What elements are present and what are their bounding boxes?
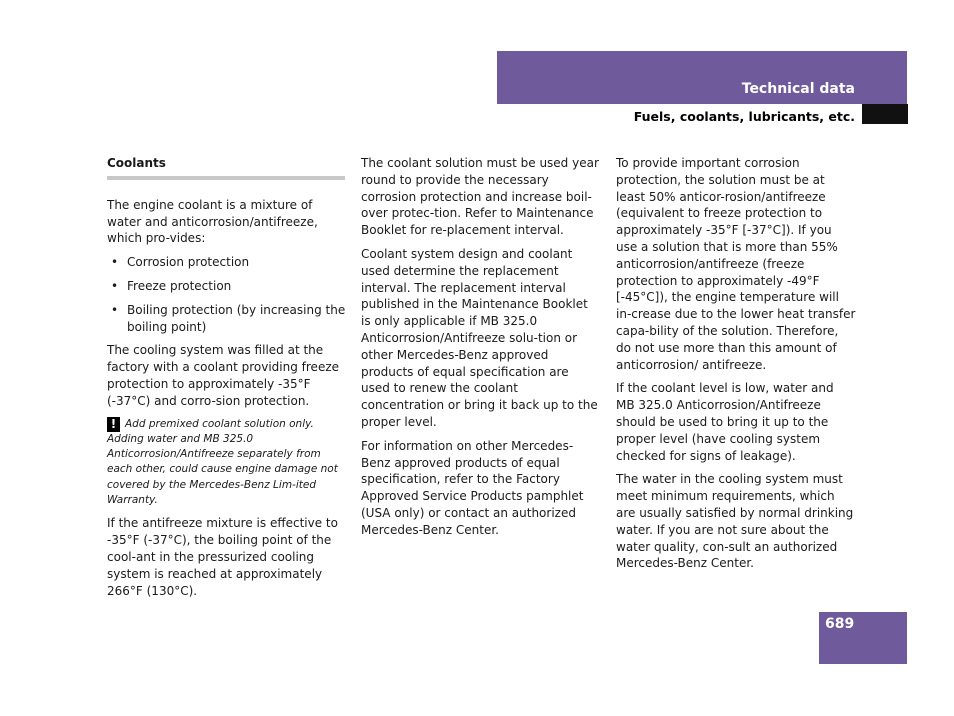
replacement-interval-paragraph: Coolant system design and coolant used determine the replacement interval. The replacement interval published in the Maintenance Booklet is only applicable if MB 325.0 Anticorrosion/Antifreeze solu-tion or other Mercedes-Benz approved products of equal specification are used to renew the coolant concentration or bring it back up to the proper level. bbox=[361, 246, 598, 429]
warning-note bbox=[107, 417, 347, 509]
section-heading-coolants: Coolants bbox=[107, 155, 345, 180]
column-1 bbox=[107, 155, 347, 606]
list-item: • Freeze protection bbox=[111, 278, 232, 293]
page-number-box bbox=[819, 612, 907, 664]
page-number: 689 bbox=[825, 616, 855, 632]
column-3 bbox=[616, 155, 856, 579]
section-tab-marker bbox=[862, 104, 908, 124]
coolant-intro-paragraph: The engine coolant is a mixture of water and anticorrosion/antifreeze, which pro-vides: bbox=[107, 197, 318, 246]
list-item: • Boiling protection (by increasing the boiling point) bbox=[111, 302, 346, 334]
protection-list bbox=[107, 254, 347, 335]
column-2 bbox=[361, 155, 601, 546]
list-item: • Corrosion protection bbox=[111, 255, 250, 270]
approved-products-paragraph: For information on other Mercedes-Benz approved products of equal specification, refer to the Factory Approved Service Products pamphlet (USA only) or contact an authorized Mercedes-Benz Center. bbox=[361, 438, 584, 537]
section-subtitle: Fuels, coolants, lubricants, etc. bbox=[633, 109, 855, 124]
warning-icon: ! bbox=[107, 417, 120, 432]
warning-text: Add premixed coolant solution only. Adding water and MB 325.0 Anticorrosion/Antifreeze separately from each other, could cause engine damage not covered by the Mercedes-Benz Lim-ited Warranty. bbox=[107, 417, 338, 507]
year-round-paragraph: The coolant solution must be used year round to provide the necessary corrosion protection and increase boil-over protec-tion. Refer to Maintenance Booklet for re-placement interval. bbox=[361, 156, 599, 238]
boiling-point-paragraph: If the antifreeze mixture is effective to -35°F (-37°C), the boiling point of the cool-ant in the pressurized cooling system is reached at approximately 266°F (130°C). bbox=[107, 516, 338, 598]
water-quality-paragraph: The water in the cooling system must meet minimum requirements, which are usually satisfied by normal drinking water. If you are not sure about the water quality, con-sult an authorized Mercedes-Benz Center. bbox=[616, 472, 854, 571]
factory-fill-paragraph: The cooling system was filled at the factory with a coolant providing freeze protection to approximately -35°F (-37°C) and corro-sion protection. bbox=[107, 343, 340, 408]
bullet-icon: • bbox=[111, 302, 119, 317]
low-level-paragraph: If the coolant level is low, water and MB 325.0 Anticorrosion/Antifreeze should be used to bring it up to the proper level (have cooling system checked for signs of leakage). bbox=[616, 381, 834, 463]
header-band bbox=[497, 51, 907, 104]
bullet-icon: • bbox=[111, 278, 119, 293]
page-title: Technical data bbox=[741, 81, 855, 97]
concentration-paragraph: To provide important corrosion protection, the solution must be at least 50% anticor-rosion/antifreeze (equivalent to freeze protection to approximately -35°F [-37°C]). If you use a solution that is more than 55% anticorrosion/antifreeze (freeze protection to approximately -49°F [-45°C]), the engine temperature will in-crease due to the lower heat transfer capa-bility of the solution. Therefore, do not use more than this amount of anticorrosion/ antifreeze. bbox=[616, 156, 856, 372]
bullet-icon: • bbox=[111, 255, 119, 270]
